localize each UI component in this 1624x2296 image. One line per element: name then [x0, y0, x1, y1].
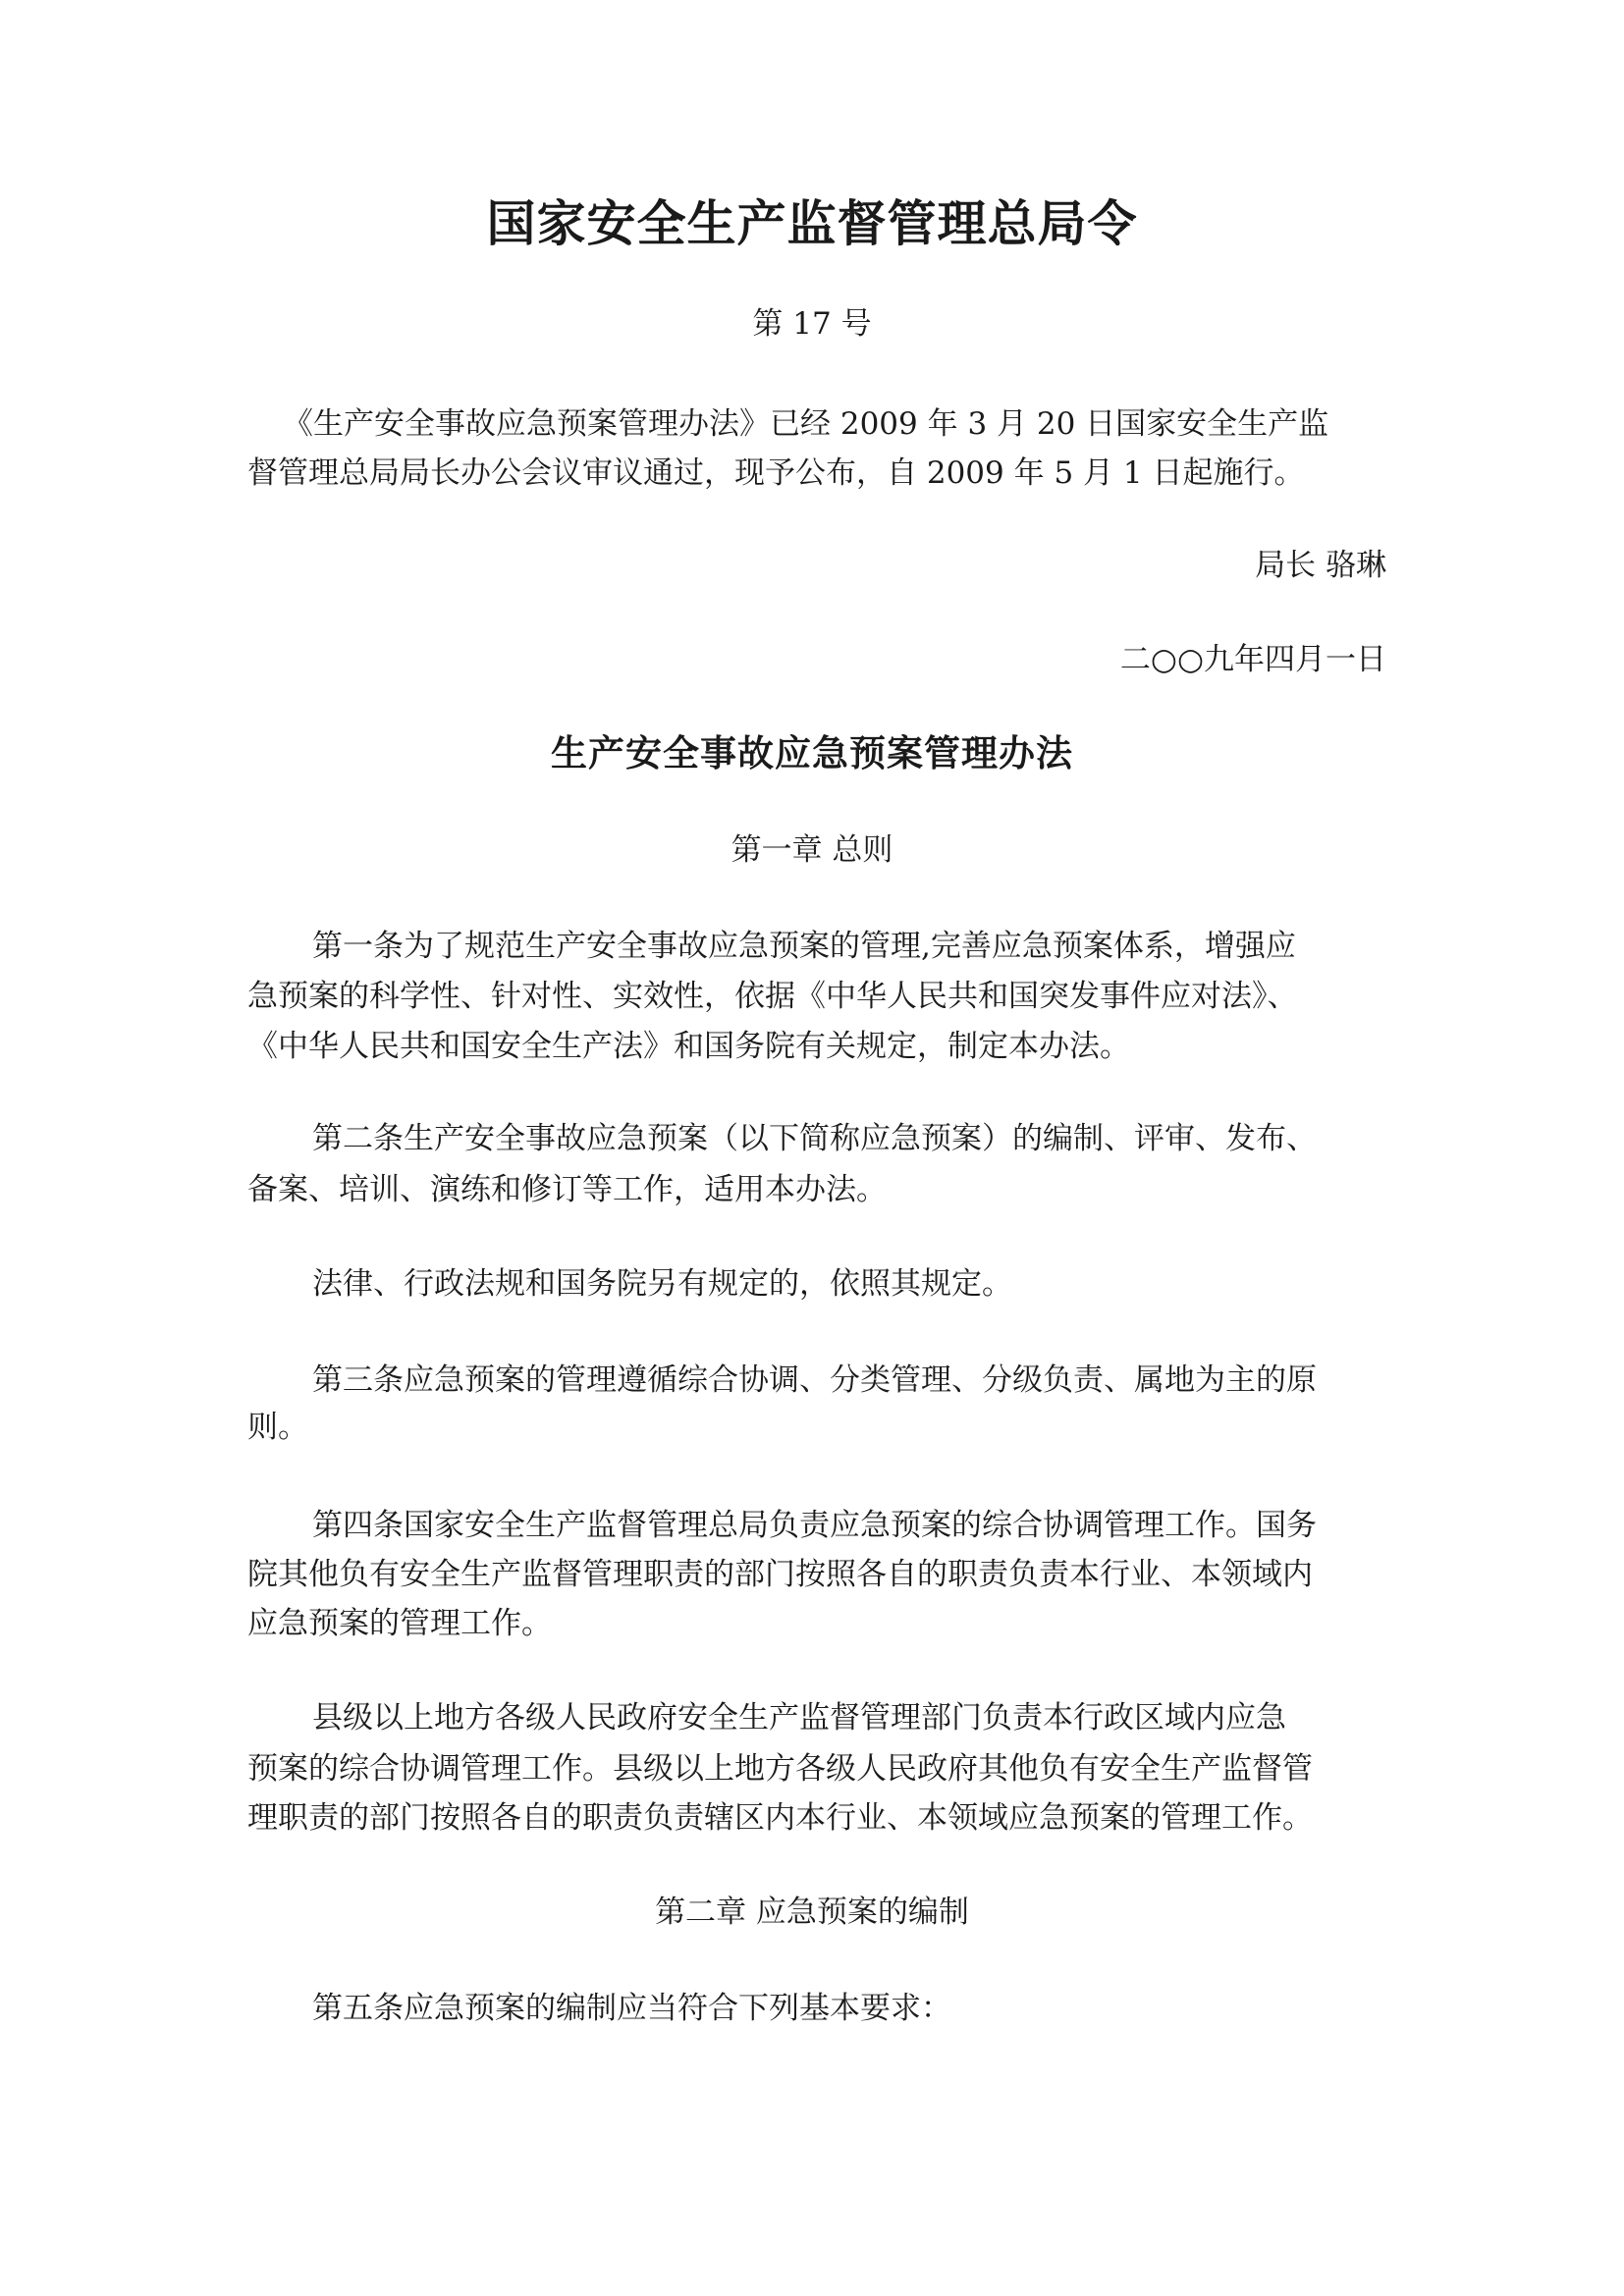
- document-title: 生产安全事故应急预案管理办法: [551, 731, 1073, 774]
- preamble-line-2: 督管理总局局长办公会议审议通过，现予公布，自 2009 年 5 月 1 日起施行。: [247, 455, 1305, 491]
- article-4-line-1: 第四条国家安全生产监督管理总局负责应急预案的综合协调管理工作。国务: [312, 1508, 1317, 1543]
- article-1-line-2: 急预案的科学性、针对性、实效性，依据《中华人民共和国突发事件应对法》、: [247, 979, 1298, 1014]
- article-4-line-3: 应急预案的管理工作。: [247, 1606, 552, 1641]
- order-title: 国家安全生产监督管理总局令: [486, 194, 1138, 252]
- article-1-line-1: 第一条为了规范生产安全事故应急预案的管理,完善应急预案体系，增强应: [312, 929, 1296, 964]
- article-2-line-2: 备案、培训、演练和修订等工作，适用本办法。: [247, 1172, 887, 1207]
- article-2-line-1: 第二条生产安全事故应急预案（以下简称应急预案）的编制、评审、发布、: [312, 1121, 1317, 1156]
- order-number: 第 17 号: [752, 306, 872, 342]
- article-2-paragraph-2: 法律、行政法规和国务院另有规定的，依照其规定。: [312, 1266, 1012, 1302]
- preamble-line-1: 《生产安全事故应急预案管理办法》已经 2009 年 3 月 20 日国家安全生产监: [283, 406, 1329, 442]
- chapter-2-heading: 第二章 应急预案的编制: [655, 1895, 969, 1930]
- article-3-line-2: 则。: [247, 1410, 308, 1445]
- article-4-line-2: 院其他负有安全生产监督管理职责的部门按照各自的职责负责本行业、本领域内: [247, 1557, 1313, 1592]
- article-3-line-1: 第三条应急预案的管理遵循综合协调、分类管理、分级负责、属地为主的原: [312, 1362, 1317, 1398]
- article-1-line-3: 《中华人民共和国安全生产法》和国务院有关规定，制定本办法。: [247, 1029, 1130, 1064]
- article-4-paragraph-2-line-2: 预案的综合协调管理工作。县级以上地方各级人民政府其他负有安全生产监督管: [247, 1751, 1313, 1787]
- article-5-line-1: 第五条应急预案的编制应当符合下列基本要求：: [312, 1991, 951, 2026]
- article-4-paragraph-2-line-1: 县级以上地方各级人民政府安全生产监督管理部门负责本行政区域内应急: [312, 1700, 1286, 1735]
- issue-date: 二○○九年四月一日: [1119, 642, 1386, 677]
- article-4-paragraph-2-line-3: 理职责的部门按照各自的职责负责辖区内本行业、本领域应急预案的管理工作。: [247, 1800, 1313, 1836]
- chapter-1-heading: 第一章 总则: [731, 832, 893, 868]
- signatory: 局长 骆琳: [1255, 548, 1386, 583]
